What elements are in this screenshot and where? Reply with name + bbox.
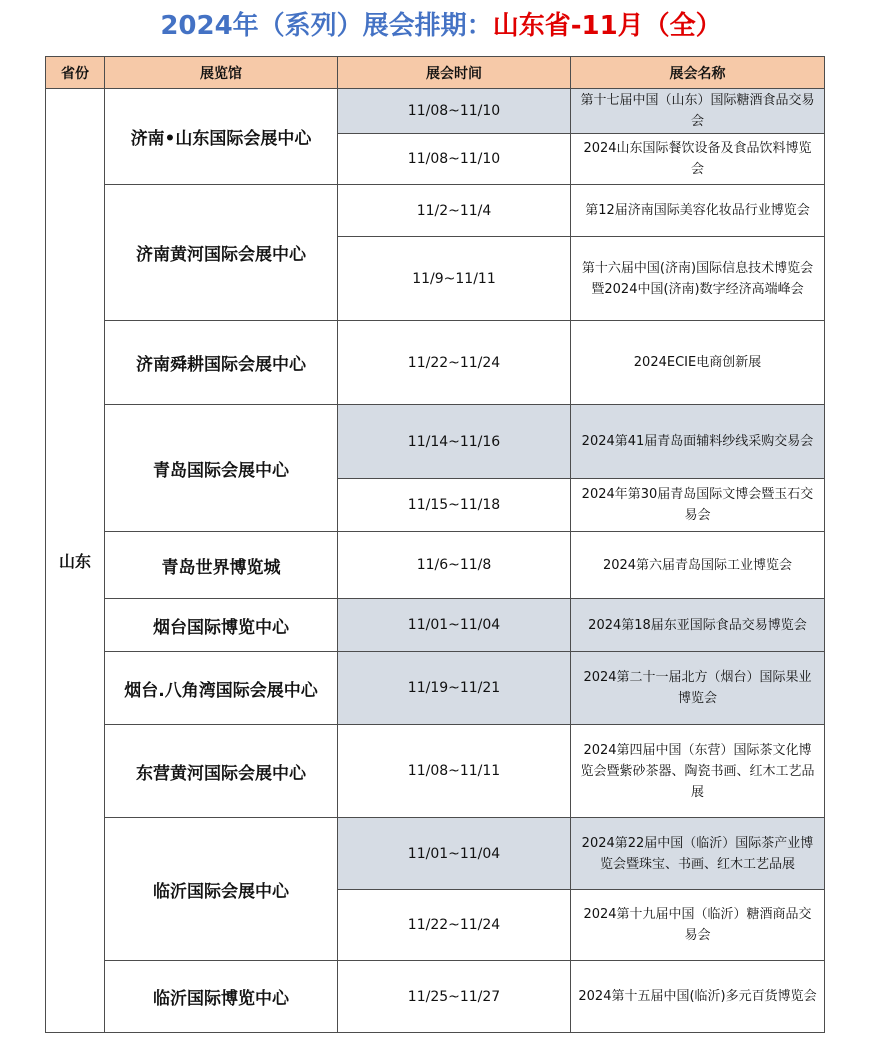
venue-cell: 青岛世界博览城 (105, 532, 338, 599)
venue-cell: 青岛国际会展中心 (105, 405, 338, 532)
header-venue: 展览馆 (105, 57, 338, 89)
exhibition-name-cell: 2024第22届中国（临沂）国际茶产业博览会暨珠宝、书画、红木工艺品展 (571, 818, 825, 890)
header-time: 展会时间 (338, 57, 571, 89)
table-row (46, 818, 825, 890)
table-row (46, 185, 825, 237)
date-cell: 11/08~11/10 (338, 134, 571, 185)
header-name: 展会名称 (571, 57, 825, 89)
date-cell: 11/2~11/4 (338, 185, 571, 237)
venue-cell: 临沂国际博览中心 (105, 961, 338, 1033)
exhibition-schedule-table (45, 56, 825, 1033)
table-row (46, 725, 825, 818)
page-title (0, 6, 882, 46)
header-province: 省份 (46, 57, 105, 89)
table-row (46, 405, 825, 479)
exhibition-name-cell: 2024山东国际餐饮设备及食品饮料博览会 (571, 134, 825, 185)
date-cell: 11/9~11/11 (338, 237, 571, 321)
date-cell: 11/01~11/04 (338, 599, 571, 652)
exhibition-name-cell: 第十七届中国（山东）国际糖酒食品交易会 (571, 89, 825, 134)
venue-cell: 济南•山东国际会展中心 (105, 89, 338, 185)
title-highlight: 山东省-11月（全） (492, 11, 722, 41)
date-cell: 11/6~11/8 (338, 532, 571, 599)
table-header-row (46, 57, 825, 89)
exhibition-name-cell: 2024第六届青岛国际工业博览会 (571, 532, 825, 599)
table-row (46, 532, 825, 599)
exhibition-name-cell: 2024第二十一届北方（烟台）国际果业博览会 (571, 652, 825, 725)
date-cell: 11/01~11/04 (338, 818, 571, 890)
date-cell: 11/19~11/21 (338, 652, 571, 725)
date-cell: 11/22~11/24 (338, 321, 571, 405)
table-row (46, 89, 825, 134)
exhibition-name-cell: 2024第18届东亚国际食品交易博览会 (571, 599, 825, 652)
date-cell: 11/08~11/11 (338, 725, 571, 818)
exhibition-name-cell: 2024年第30届青岛国际文博会暨玉石交易会 (571, 479, 825, 532)
exhibition-name-cell: 2024第41届青岛面辅料纱线采购交易会 (571, 405, 825, 479)
venue-cell: 济南舜耕国际会展中心 (105, 321, 338, 405)
venue-cell: 临沂国际会展中心 (105, 818, 338, 961)
date-cell: 11/25~11/27 (338, 961, 571, 1033)
date-cell: 11/22~11/24 (338, 890, 571, 961)
venue-cell: 烟台.八角湾国际会展中心 (105, 652, 338, 725)
table-row (46, 961, 825, 1033)
exhibition-name-cell: 2024第十五届中国(临沂)多元百货博览会 (571, 961, 825, 1033)
exhibition-name-cell: 第十六届中国(济南)国际信息技术博览会暨2024中国(济南)数字经济高端峰会 (571, 237, 825, 321)
venue-cell: 济南黄河国际会展中心 (105, 185, 338, 321)
venue-cell: 烟台国际博览中心 (105, 599, 338, 652)
exhibition-name-cell: 2024第四届中国（东营）国际茶文化博览会暨紫砂茶器、陶瓷书画、红木工艺品展 (571, 725, 825, 818)
title-prefix: 2024年（系列）展会排期： (160, 11, 493, 41)
exhibition-name-cell: 2024第十九届中国（临沂）糖酒商品交易会 (571, 890, 825, 961)
venue-cell: 东营黄河国际会展中心 (105, 725, 338, 818)
table-row (46, 321, 825, 405)
date-cell: 11/08~11/10 (338, 89, 571, 134)
date-cell: 11/14~11/16 (338, 405, 571, 479)
province-cell: 山东 (46, 89, 105, 1033)
exhibition-name-cell: 第12届济南国际美容化妆品行业博览会 (571, 185, 825, 237)
exhibition-name-cell: 2024ECIE电商创新展 (571, 321, 825, 405)
table-row (46, 652, 825, 725)
date-cell: 11/15~11/18 (338, 479, 571, 532)
table-row (46, 599, 825, 652)
